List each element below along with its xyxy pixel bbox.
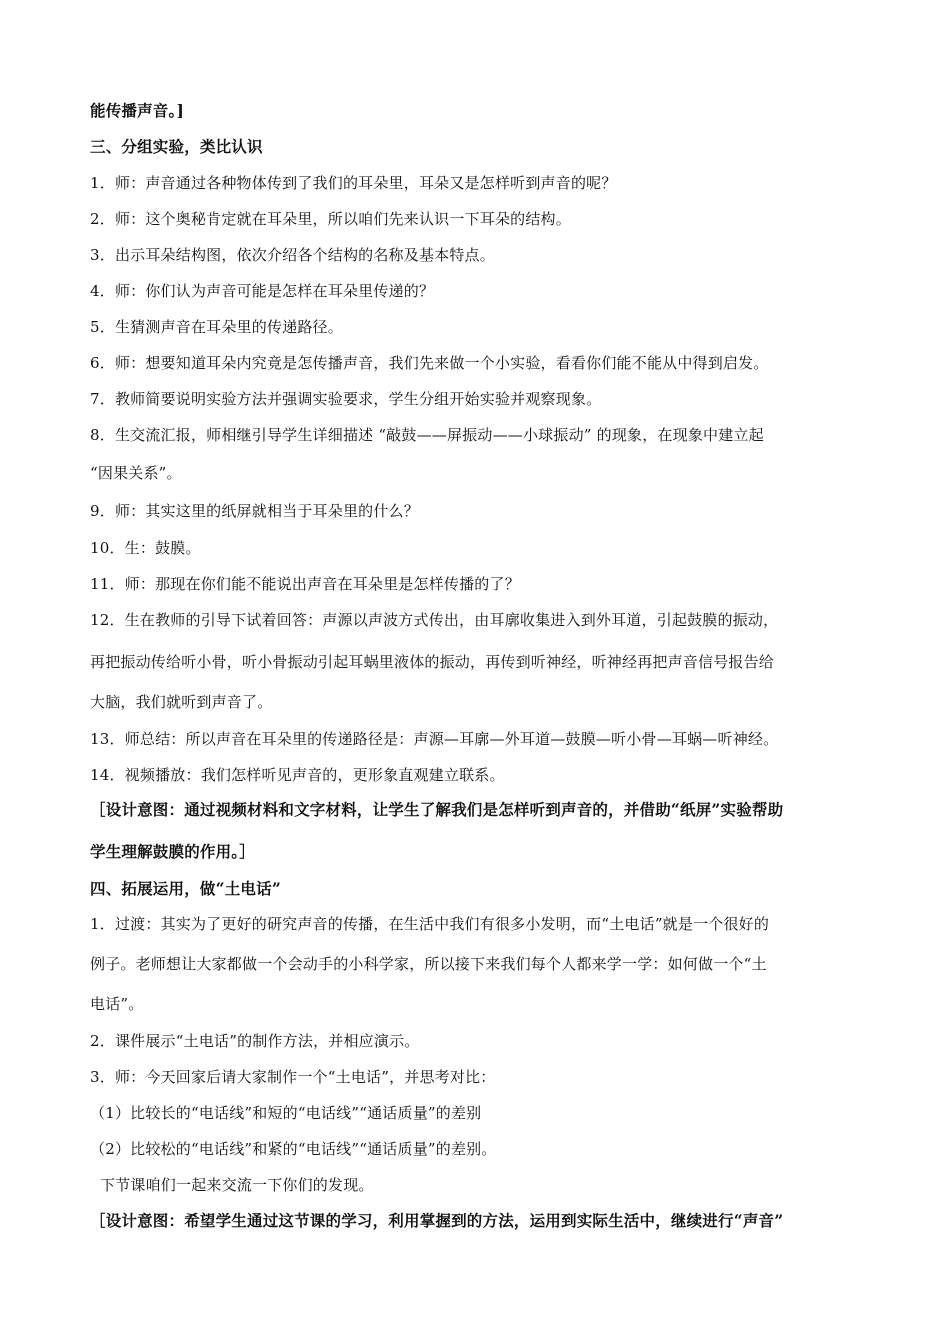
paragraph-line: 2．师：这个奥秘肯定就在耳朵里，所以咱们先来认识一下耳朵的结构。 <box>90 210 571 228</box>
paragraph-line: （1）比较长的“电话线”和短的“电话线”“通话质量”的差别 <box>90 1104 482 1122</box>
paragraph-line: 3．师：今天回家后请大家制作一个“土电话”，并思考对比： <box>90 1068 496 1086</box>
paragraph-line: 再把振动传给听小骨，听小骨振动引起耳蜗里液体的振动，再传到听神经，听神经再把声音信号报告给 <box>90 653 775 671</box>
paragraph-line: “因果关系”。 <box>90 464 182 482</box>
paragraph-line: 14．视频播放：我们怎样听见声音的，更形象直观建立联系。 <box>90 766 505 784</box>
paragraph-line: 13．师总结：所以声音在耳朵里的传递路径是：声源—耳廓—外耳道—鼓膜—听小骨—耳蜗—听神经。 <box>90 730 779 748</box>
paragraph-line: （2）比较松的“电话线”和紧的“电话线”“通话质量”的差别。 <box>90 1140 497 1158</box>
paragraph-line: 下节课咱们一起来交流一下你们的发现。 <box>100 1176 374 1194</box>
paragraph-line: 1．过渡：其实为了更好的研究声音的传播，在生活中我们有很多小发明，而“土电话”就是一个很好的 <box>90 915 770 933</box>
paragraph-line: 10．生：鼓膜。 <box>90 539 201 557</box>
paragraph-line: 例子。老师想让大家都做一个会动手的小科学家，所以接下来我们每个人都来学一学：如何做一个“土 <box>90 955 767 973</box>
design-intent: ［设计意图：希望学生通过这节课的学习，利用掌握到的方法，运用到实际生活中，继续进行“声音” <box>90 1211 784 1230</box>
paragraph-line: 3．出示耳朵结构图，依次介绍各个结构的名称及基本特点。 <box>90 246 495 264</box>
paragraph-line: 12．生在教师的引导下试着回答：声源以声波方式传出，由耳廓收集进入到外耳道，引起鼓膜的振动， <box>90 611 779 629</box>
design-intent-ending: 能传播声音。] <box>90 101 184 120</box>
section-heading-4: 四、拓展运用，做“土电话” <box>90 879 281 898</box>
paragraph-line: 电话”。 <box>90 995 144 1013</box>
paragraph-line: 4．师：你们认为声音可能是怎样在耳朵里传递的？ <box>90 282 435 300</box>
paragraph-line: 11．师：那现在你们能不能说出声音在耳朵里是怎样传播的了？ <box>90 575 520 593</box>
paragraph-line: 6．师：想要知道耳朵内究竟是怎传播声音，我们先来做一个小实验，看看你们能不能从中得到启发。 <box>90 354 769 372</box>
paragraph-line: 9．师：其实这里的纸屏就相当于耳朵里的什么？ <box>90 502 419 520</box>
paragraph-line: 2．课件展示“土电话”的制作方法，并相应演示。 <box>90 1032 420 1050</box>
paragraph-line: 1．师：声音通过各种物体传到了我们的耳朵里，耳朵又是怎样听到声音的呢？ <box>90 174 617 192</box>
paragraph-line: 5．生猜测声音在耳朵里的传递路径。 <box>90 318 343 336</box>
paragraph-line: 大脑，我们就听到声音了。 <box>90 693 273 711</box>
paragraph-line: 8．生交流汇报，师相继引导学生详细描述 “敲鼓——屏振动——小球振动” 的现象，在现象中建立起 <box>90 426 764 444</box>
design-intent: ［设计意图：通过视频材料和文字材料，让学生了解我们是怎样听到声音的，并借助“纸屏”实验帮助 <box>90 800 784 819</box>
section-heading-3: 三、分组实验，类比认识 <box>90 137 263 156</box>
paragraph-line: 7．教师简要说明实验方法并强调实验要求，学生分组开始实验并观察现象。 <box>90 390 602 408</box>
design-intent: 学生理解鼓膜的作用。］ <box>90 842 255 861</box>
